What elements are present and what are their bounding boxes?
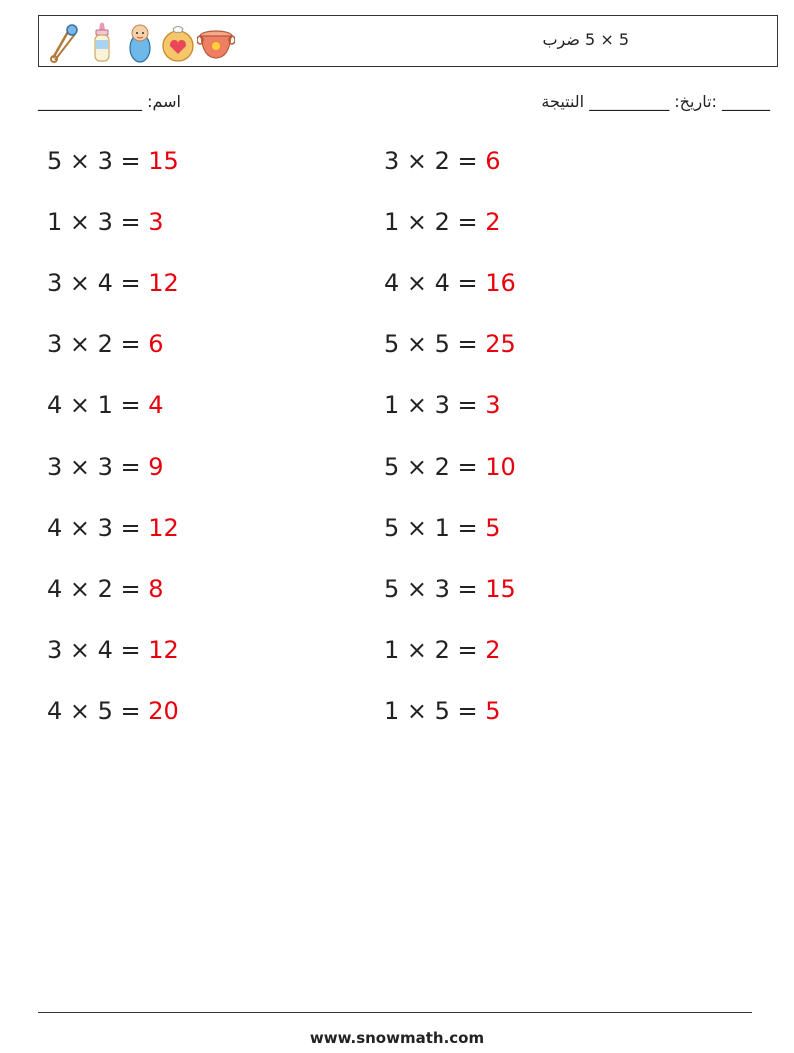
problem-question: 5 × 1 = <box>384 513 486 542</box>
baby-bib-icon <box>159 20 197 64</box>
safety-pin-icon <box>45 20 83 64</box>
problem-answer: 16 <box>485 269 516 298</box>
problem-question: 4 × 2 = <box>47 574 149 603</box>
problem-answer: 2 <box>485 208 501 237</box>
problem-question: 1 × 2 = <box>384 208 486 237</box>
problem-question: 5 × 3 = <box>384 574 486 603</box>
problem-question: 1 × 5 = <box>384 696 486 725</box>
problem-question: 3 × 3 = <box>47 452 149 481</box>
problem-question: 5 × 2 = <box>384 452 486 481</box>
problem-question: 4 × 4 = <box>384 269 486 298</box>
header-icons <box>45 20 235 64</box>
problem-question: 5 × 5 = <box>384 330 486 359</box>
problem-right-6 <box>384 453 516 481</box>
problem-left-1 <box>47 147 179 175</box>
problem-right-8 <box>384 575 516 603</box>
problem-left-3 <box>47 269 179 297</box>
problem-right-10 <box>384 697 501 725</box>
problem-answer: 12 <box>148 513 179 542</box>
problem-left-8 <box>47 575 164 603</box>
problem-answer: 15 <box>485 574 516 603</box>
problem-left-2 <box>47 208 164 236</box>
problem-left-4 <box>47 330 164 358</box>
problem-answer: 25 <box>485 330 516 359</box>
footer-divider <box>38 1012 752 1013</box>
problem-right-1 <box>384 147 501 175</box>
problem-question: 3 × 4 = <box>47 635 149 664</box>
problem-question: 3 × 4 = <box>47 269 149 298</box>
problem-question: 5 × 3 = <box>47 147 149 175</box>
problem-answer: 8 <box>148 574 164 603</box>
baby-bottle-icon <box>83 20 121 64</box>
problem-question: 1 × 2 = <box>384 635 486 664</box>
problem-left-9 <box>47 636 179 664</box>
problem-left-10 <box>47 697 179 725</box>
problem-answer: 12 <box>148 269 179 298</box>
problem-right-7 <box>384 514 501 542</box>
swaddled-baby-icon <box>121 20 159 64</box>
date-score-field: ______ :تاريخ: __________ النتيجة <box>541 92 770 111</box>
problem-answer: 3 <box>485 391 501 420</box>
problem-left-6 <box>47 453 164 481</box>
problem-question: 4 × 5 = <box>47 696 149 725</box>
problem-answer: 2 <box>485 635 501 664</box>
worksheet-header <box>38 15 778 67</box>
problem-question: 4 × 3 = <box>47 513 149 542</box>
problem-question: 4 × 1 = <box>47 391 149 420</box>
problem-answer: 20 <box>148 696 179 725</box>
footer-url: www.snowmath.com <box>309 1029 485 1047</box>
problem-answer: 4 <box>148 391 164 420</box>
problem-answer: 5 <box>485 696 501 725</box>
problem-answer: 9 <box>148 452 164 481</box>
problem-left-7 <box>47 514 179 542</box>
problem-right-9 <box>384 636 501 664</box>
problem-answer: 6 <box>485 147 501 175</box>
problem-answer: 3 <box>148 208 164 237</box>
problem-answer: 5 <box>485 513 501 542</box>
problem-right-3 <box>384 269 516 297</box>
problem-right-5 <box>384 391 501 419</box>
worksheet-title: 5 × 5 ضرب <box>542 30 629 49</box>
problem-right-4 <box>384 330 516 358</box>
problem-answer: 15 <box>148 147 179 175</box>
problem-question: 1 × 3 = <box>47 208 149 237</box>
problem-question: 3 × 2 = <box>384 147 486 175</box>
problem-answer: 12 <box>148 635 179 664</box>
name-field: اسم: _____________ <box>38 92 181 111</box>
problem-question: 3 × 2 = <box>47 330 149 359</box>
student-info <box>0 88 794 118</box>
problem-answer: 6 <box>148 330 164 359</box>
problem-answer: 10 <box>485 452 516 481</box>
problem-question: 1 × 3 = <box>384 391 486 420</box>
problem-right-2 <box>384 208 501 236</box>
problem-left-5 <box>47 391 164 419</box>
baby-potty-icon <box>197 20 235 64</box>
